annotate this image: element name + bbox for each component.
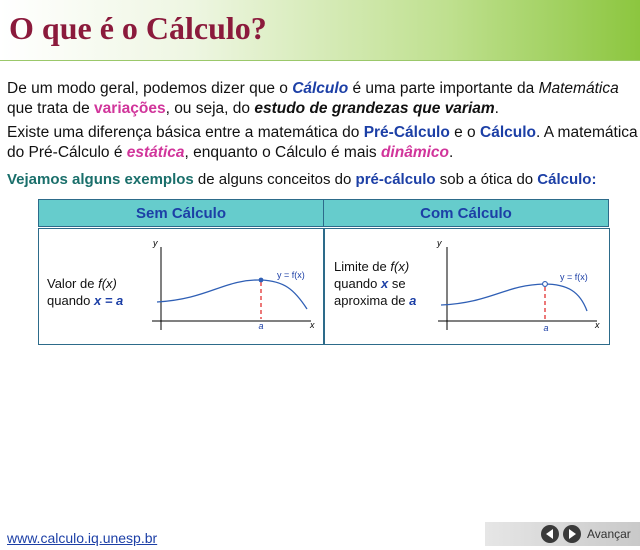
text-matematica: Matemática xyxy=(538,80,619,97)
a-label: a xyxy=(543,323,549,333)
text: De um modo geral, podemos dizer que o xyxy=(7,80,293,97)
text: quando xyxy=(47,293,94,308)
x-axis-label: x xyxy=(310,320,315,330)
arrow-left-icon xyxy=(541,525,559,543)
navigation-bar xyxy=(485,522,640,546)
text: é uma parte importante da xyxy=(348,80,539,97)
text-calculo: Cálculo xyxy=(292,80,349,97)
text: que trata de xyxy=(7,100,95,117)
previous-button[interactable] xyxy=(541,525,559,543)
text: Valor de xyxy=(47,276,99,291)
text: quando xyxy=(334,276,381,291)
graph-limit-at-a xyxy=(325,229,611,346)
column-header-com-calculo: Com Cálculo xyxy=(323,199,609,227)
x-axis-label: x xyxy=(595,320,600,330)
text: Limite de xyxy=(334,259,391,274)
text-estudo: estudo de grandezas que variam xyxy=(254,100,495,117)
intro-paragraph-2 xyxy=(7,123,639,163)
cell-com-calculo xyxy=(324,228,610,345)
text-pre-calculo: pré-cálculo xyxy=(355,171,436,188)
y-axis-label: y xyxy=(437,238,442,248)
intro-paragraph-1 xyxy=(7,79,639,119)
text-dinamico: dinâmico xyxy=(380,144,449,161)
text-x-eq-a: x = a xyxy=(94,293,124,308)
function-curve xyxy=(441,284,587,311)
text-fx: f(x) xyxy=(98,276,117,291)
text: , enquanto o Cálculo é mais xyxy=(184,144,381,161)
column-header-sem-calculo: Sem Cálculo xyxy=(38,199,324,227)
text-estatica: estática xyxy=(126,144,185,161)
open-point-limit xyxy=(543,282,548,287)
text-fx: f(x) xyxy=(390,259,410,274)
page-title: O que é o Cálculo? xyxy=(9,10,267,46)
text-calculo: Cálculo: xyxy=(537,171,597,188)
arrow-right-icon xyxy=(563,525,581,543)
text-variacoes: variações xyxy=(94,100,166,117)
intro-paragraph-3 xyxy=(7,170,639,190)
text: . xyxy=(449,144,454,161)
text-vejamos: Vejamos alguns exemplos xyxy=(7,171,194,188)
text-pre-calculo: Pré-Cálculo xyxy=(363,124,450,141)
text: e o xyxy=(449,124,480,141)
text: . A matemática do Pré-Cálculo é xyxy=(7,124,638,161)
next-label[interactable]: Avançar xyxy=(587,527,631,541)
a-label: a xyxy=(258,321,264,331)
graph-value-at-a xyxy=(39,229,325,346)
text-x: x xyxy=(381,276,389,291)
text-a: a xyxy=(409,293,417,308)
next-button[interactable] xyxy=(563,525,581,543)
text: , ou seja, do xyxy=(165,100,255,117)
text: sob a ótica do xyxy=(435,171,538,188)
function-curve xyxy=(157,280,307,309)
header-banner xyxy=(0,0,640,61)
text: . xyxy=(494,100,499,117)
text-calculo: Cálculo xyxy=(480,124,536,141)
function-label: y = f(x) xyxy=(277,270,305,280)
function-label: y = f(x) xyxy=(560,272,588,282)
site-link[interactable]: www.calculo.iq.unesp.br xyxy=(7,530,158,546)
text: se aproxima de xyxy=(334,276,410,308)
text: de alguns conceitos do xyxy=(193,171,356,188)
point-fa xyxy=(259,278,264,283)
y-axis-label: y xyxy=(153,238,158,248)
text: Existe uma diferença básica entre a matemática do xyxy=(7,124,364,141)
cell-sem-calculo xyxy=(38,228,324,345)
